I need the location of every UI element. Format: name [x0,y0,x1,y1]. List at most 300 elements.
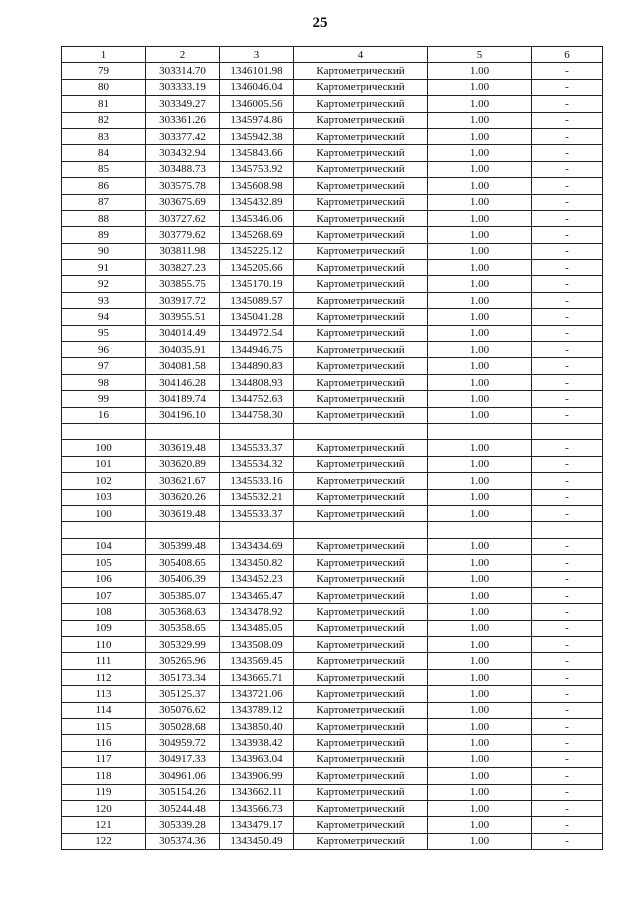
cell-accuracy: 1.00 [428,686,532,702]
cell-note: - [532,309,603,325]
cell-note: - [532,456,603,472]
cell-x-coordinate: 303955.51 [146,309,220,325]
cell-method: Картометрический [294,292,428,308]
cell-accuracy: 1.00 [428,768,532,784]
cell-method: Картометрический [294,735,428,751]
cell-method: Картометрический [294,637,428,653]
cell-point-number: 106 [62,571,146,587]
cell-method: Картометрический [294,505,428,521]
cell-method: Картометрический [294,63,428,79]
table-row [62,571,603,587]
table-row [62,784,603,800]
cell-y-coordinate [220,423,294,439]
cell-note: - [532,210,603,226]
page-number: 25 [312,15,328,31]
cell-x-coordinate: 303855.75 [146,276,220,292]
table-row [62,276,603,292]
cell-y-coordinate: 1343938.42 [220,735,294,751]
cell-x-coordinate: 305173.34 [146,669,220,685]
cell-accuracy: 1.00 [428,210,532,226]
cell-note: - [532,358,603,374]
cell-note: - [532,833,603,849]
table-row [62,587,603,603]
cell-note: - [532,161,603,177]
cell-note: - [532,79,603,95]
cell-note: - [532,374,603,390]
cell-note: - [532,768,603,784]
cell-y-coordinate: 1345170.19 [220,276,294,292]
cell-note: - [532,276,603,292]
cell-x-coordinate: 305368.63 [146,604,220,620]
cell-note: - [532,260,603,276]
cell-accuracy: 1.00 [428,604,532,620]
cell-note: - [532,292,603,308]
cell-y-coordinate: 1346046.04 [220,79,294,95]
cell-y-coordinate: 1343906.99 [220,768,294,784]
cell-x-coordinate [146,522,220,538]
cell-accuracy: 1.00 [428,342,532,358]
table-row [62,604,603,620]
cell-x-coordinate: 305358.65 [146,620,220,636]
table-row [62,358,603,374]
cell-method: Картометрический [294,571,428,587]
cell-accuracy: 1.00 [428,63,532,79]
cell-note: - [532,342,603,358]
cell-point-number: 121 [62,817,146,833]
table-row [62,96,603,112]
cell-point-number: 117 [62,751,146,767]
cell-point-number: 100 [62,505,146,521]
cell-point-number: 118 [62,768,146,784]
cell-method: Картометрический [294,587,428,603]
cell-note: - [532,817,603,833]
cell-accuracy: 1.00 [428,538,532,554]
cell-x-coordinate: 305125.37 [146,686,220,702]
cell-method: Картометрический [294,96,428,112]
cell-note: - [532,555,603,571]
cell-accuracy: 1.00 [428,456,532,472]
cell-y-coordinate: 1344946.75 [220,342,294,358]
cell-note: - [532,194,603,210]
cell-y-coordinate: 1345753.92 [220,161,294,177]
cell-x-coordinate: 305028.68 [146,719,220,735]
table-row [62,686,603,702]
cell-y-coordinate: 1345532.21 [220,489,294,505]
cell-point-number: 104 [62,538,146,554]
cell-accuracy: 1.00 [428,243,532,259]
coordinates-table [61,46,603,850]
cell-note: - [532,473,603,489]
cell-y-coordinate: 1345089.57 [220,292,294,308]
cell-accuracy: 1.00 [428,735,532,751]
cell-method: Картометрический [294,79,428,95]
cell-point-number: 110 [62,637,146,653]
cell-method: Картометрический [294,391,428,407]
cell-y-coordinate: 1343662.11 [220,784,294,800]
cell-y-coordinate: 1345533.37 [220,440,294,456]
cell-x-coordinate: 304917.33 [146,751,220,767]
cell-x-coordinate: 303675.69 [146,194,220,210]
cell-method: Картометрический [294,161,428,177]
cell-y-coordinate: 1343478.92 [220,604,294,620]
cell-method: Картометрический [294,309,428,325]
header-cell-method: 4 [294,47,428,63]
cell-y-coordinate: 1345608.98 [220,178,294,194]
cell-accuracy: 1.00 [428,161,532,177]
cell-accuracy: 1.00 [428,128,532,144]
cell-y-coordinate: 1345041.28 [220,309,294,325]
table-row [62,423,603,439]
cell-y-coordinate: 1345942.38 [220,128,294,144]
cell-accuracy [428,522,532,538]
cell-point-number: 94 [62,309,146,325]
table-row [62,637,603,653]
cell-x-coordinate: 305265.96 [146,653,220,669]
table-row [62,538,603,554]
cell-accuracy: 1.00 [428,309,532,325]
cell-y-coordinate: 1346005.56 [220,96,294,112]
cell-x-coordinate: 305244.48 [146,800,220,816]
cell-y-coordinate: 1343665.71 [220,669,294,685]
cell-accuracy: 1.00 [428,96,532,112]
cell-x-coordinate: 304081.58 [146,358,220,374]
cell-y-coordinate: 1343450.82 [220,555,294,571]
cell-note [532,522,603,538]
cell-point-number: 122 [62,833,146,849]
cell-accuracy [428,423,532,439]
cell-accuracy: 1.00 [428,653,532,669]
cell-point-number: 91 [62,260,146,276]
cell-method: Картометрический [294,686,428,702]
cell-x-coordinate: 303619.48 [146,440,220,456]
cell-point-number: 111 [62,653,146,669]
cell-point-number: 115 [62,719,146,735]
cell-note: - [532,96,603,112]
cell-accuracy: 1.00 [428,79,532,95]
table-row [62,702,603,718]
cell-accuracy: 1.00 [428,325,532,341]
cell-y-coordinate: 1343508.09 [220,637,294,653]
cell-y-coordinate: 1343452.23 [220,571,294,587]
cell-y-coordinate: 1345533.37 [220,505,294,521]
cell-point-number: 98 [62,374,146,390]
table-row [62,768,603,784]
header-cell-x: 2 [146,47,220,63]
cell-note: - [532,407,603,423]
cell-accuracy: 1.00 [428,505,532,521]
cell-point-number: 87 [62,194,146,210]
cell-x-coordinate: 303827.23 [146,260,220,276]
table-row [62,473,603,489]
cell-accuracy: 1.00 [428,702,532,718]
cell-point-number: 116 [62,735,146,751]
cell-method: Картометрический [294,669,428,685]
cell-method: Картометрический [294,751,428,767]
cell-x-coordinate: 303377.42 [146,128,220,144]
cell-note: - [532,686,603,702]
cell-x-coordinate: 304189.74 [146,391,220,407]
cell-point-number: 86 [62,178,146,194]
cell-point-number: 113 [62,686,146,702]
table-body [62,47,603,850]
cell-accuracy: 1.00 [428,292,532,308]
cell-method: Картометрический [294,473,428,489]
cell-method: Картометрический [294,719,428,735]
cell-note: - [532,653,603,669]
cell-accuracy: 1.00 [428,112,532,128]
cell-note: - [532,702,603,718]
cell-method: Картометрический [294,342,428,358]
table-row [62,751,603,767]
cell-note: - [532,784,603,800]
cell-method: Картометрический [294,620,428,636]
cell-x-coordinate: 305374.36 [146,833,220,849]
cell-point-number: 89 [62,227,146,243]
cell-point-number: 90 [62,243,146,259]
cell-x-coordinate: 303575.78 [146,178,220,194]
table-row [62,407,603,423]
cell-point-number: 100 [62,440,146,456]
table-row [62,63,603,79]
cell-note: - [532,620,603,636]
cell-accuracy: 1.00 [428,555,532,571]
cell-accuracy: 1.00 [428,833,532,849]
cell-point-number: 85 [62,161,146,177]
table-row [62,489,603,505]
cell-note: - [532,587,603,603]
cell-method: Картометрический [294,538,428,554]
cell-y-coordinate: 1343850.40 [220,719,294,735]
cell-method: Картометрический [294,276,428,292]
cell-method: Картометрический [294,489,428,505]
cell-point-number: 97 [62,358,146,374]
cell-accuracy: 1.00 [428,178,532,194]
cell-x-coordinate: 304196.10 [146,407,220,423]
cell-accuracy: 1.00 [428,194,532,210]
table-row [62,342,603,358]
table-row [62,522,603,538]
cell-y-coordinate: 1344972.54 [220,325,294,341]
cell-y-coordinate: 1343789.12 [220,702,294,718]
cell-y-coordinate: 1343465.47 [220,587,294,603]
cell-method: Картометрический [294,407,428,423]
table-row [62,505,603,521]
cell-y-coordinate [220,522,294,538]
cell-x-coordinate: 305154.26 [146,784,220,800]
cell-accuracy: 1.00 [428,817,532,833]
cell-y-coordinate: 1345432.89 [220,194,294,210]
table-row [62,620,603,636]
cell-y-coordinate: 1345534.32 [220,456,294,472]
cell-x-coordinate: 305406.39 [146,571,220,587]
cell-method: Картометрический [294,178,428,194]
cell-x-coordinate: 303488.73 [146,161,220,177]
cell-point-number: 81 [62,96,146,112]
cell-accuracy: 1.00 [428,669,532,685]
cell-note [532,423,603,439]
cell-point-number: 80 [62,79,146,95]
cell-accuracy: 1.00 [428,571,532,587]
cell-point-number: 108 [62,604,146,620]
cell-method: Картометрический [294,833,428,849]
cell-point-number: 99 [62,391,146,407]
cell-note: - [532,489,603,505]
cell-accuracy: 1.00 [428,784,532,800]
cell-accuracy: 1.00 [428,473,532,489]
table-row [62,653,603,669]
header-cell-accuracy: 5 [428,47,532,63]
table-row [62,243,603,259]
cell-note: - [532,112,603,128]
cell-note: - [532,604,603,620]
cell-point-number: 16 [62,407,146,423]
cell-point-number: 103 [62,489,146,505]
cell-point-number: 114 [62,702,146,718]
cell-method: Картометрический [294,702,428,718]
cell-y-coordinate: 1343434.69 [220,538,294,554]
cell-y-coordinate: 1343566.73 [220,800,294,816]
cell-x-coordinate: 305339.28 [146,817,220,833]
table-row [62,161,603,177]
header-cell-point: 1 [62,47,146,63]
table-row [62,227,603,243]
cell-y-coordinate: 1346101.98 [220,63,294,79]
table-row [62,555,603,571]
cell-accuracy: 1.00 [428,440,532,456]
table-row [62,440,603,456]
cell-x-coordinate: 303727.62 [146,210,220,226]
cell-y-coordinate: 1343479.17 [220,817,294,833]
cell-x-coordinate: 305329.99 [146,637,220,653]
cell-method: Картометрический [294,243,428,259]
cell-note: - [532,669,603,685]
cell-note: - [532,178,603,194]
cell-method [294,423,428,439]
cell-accuracy: 1.00 [428,751,532,767]
cell-x-coordinate: 303333.19 [146,79,220,95]
table-row [62,309,603,325]
cell-accuracy: 1.00 [428,391,532,407]
cell-note: - [532,719,603,735]
cell-accuracy: 1.00 [428,620,532,636]
cell-y-coordinate: 1345268.69 [220,227,294,243]
cell-accuracy: 1.00 [428,358,532,374]
table-row [62,178,603,194]
cell-method: Картометрический [294,128,428,144]
cell-x-coordinate [146,423,220,439]
cell-y-coordinate: 1345205.66 [220,260,294,276]
cell-x-coordinate: 303349.27 [146,96,220,112]
cell-accuracy: 1.00 [428,145,532,161]
cell-x-coordinate: 303620.26 [146,489,220,505]
cell-point-number: 88 [62,210,146,226]
cell-note: - [532,538,603,554]
cell-point-number: 83 [62,128,146,144]
cell-method: Картометрический [294,194,428,210]
cell-accuracy: 1.00 [428,260,532,276]
cell-note: - [532,505,603,521]
cell-note: - [532,145,603,161]
cell-y-coordinate: 1345533.16 [220,473,294,489]
cell-x-coordinate: 305076.62 [146,702,220,718]
table-row [62,260,603,276]
table-row [62,719,603,735]
table-row [62,128,603,144]
cell-method: Картометрический [294,817,428,833]
cell-x-coordinate: 305385.07 [146,587,220,603]
cell-x-coordinate: 303811.98 [146,243,220,259]
cell-method: Картометрический [294,260,428,276]
cell-point-number: 79 [62,63,146,79]
cell-point-number: 102 [62,473,146,489]
cell-x-coordinate: 303361.26 [146,112,220,128]
cell-point-number: 119 [62,784,146,800]
cell-point-number: 120 [62,800,146,816]
table-row [62,194,603,210]
cell-note: - [532,637,603,653]
cell-note: - [532,325,603,341]
cell-note: - [532,735,603,751]
cell-y-coordinate: 1345346.06 [220,210,294,226]
cell-x-coordinate: 305408.65 [146,555,220,571]
cell-accuracy: 1.00 [428,800,532,816]
cell-y-coordinate: 1345843.66 [220,145,294,161]
cell-x-coordinate: 305399.48 [146,538,220,554]
table-row [62,800,603,816]
cell-point-number: 105 [62,555,146,571]
cell-note: - [532,63,603,79]
cell-x-coordinate: 303432.94 [146,145,220,161]
cell-accuracy: 1.00 [428,637,532,653]
cell-y-coordinate: 1344758.30 [220,407,294,423]
cell-y-coordinate: 1345974.86 [220,112,294,128]
cell-point-number [62,522,146,538]
cell-y-coordinate: 1344808.93 [220,374,294,390]
cell-accuracy: 1.00 [428,276,532,292]
cell-method: Картометрический [294,112,428,128]
cell-y-coordinate: 1344752.63 [220,391,294,407]
cell-x-coordinate: 303619.48 [146,505,220,521]
cell-y-coordinate: 1343963.04 [220,751,294,767]
cell-y-coordinate: 1345225.12 [220,243,294,259]
header-cell-y: 3 [220,47,294,63]
cell-x-coordinate: 303620.89 [146,456,220,472]
cell-method: Картометрический [294,784,428,800]
cell-point-number: 96 [62,342,146,358]
table-row [62,79,603,95]
cell-y-coordinate: 1343485.05 [220,620,294,636]
cell-x-coordinate: 304014.49 [146,325,220,341]
cell-accuracy: 1.00 [428,719,532,735]
table-row [62,833,603,849]
cell-method: Картометрический [294,374,428,390]
cell-method: Картометрический [294,768,428,784]
cell-note: - [532,800,603,816]
cell-point-number: 107 [62,587,146,603]
cell-method [294,522,428,538]
table-row [62,374,603,390]
table-row [62,391,603,407]
cell-point-number: 84 [62,145,146,161]
cell-method: Картометрический [294,440,428,456]
cell-note: - [532,751,603,767]
cell-method: Картометрический [294,604,428,620]
cell-note: - [532,440,603,456]
cell-note: - [532,243,603,259]
table-row [62,456,603,472]
table-row [62,325,603,341]
cell-point-number: 92 [62,276,146,292]
